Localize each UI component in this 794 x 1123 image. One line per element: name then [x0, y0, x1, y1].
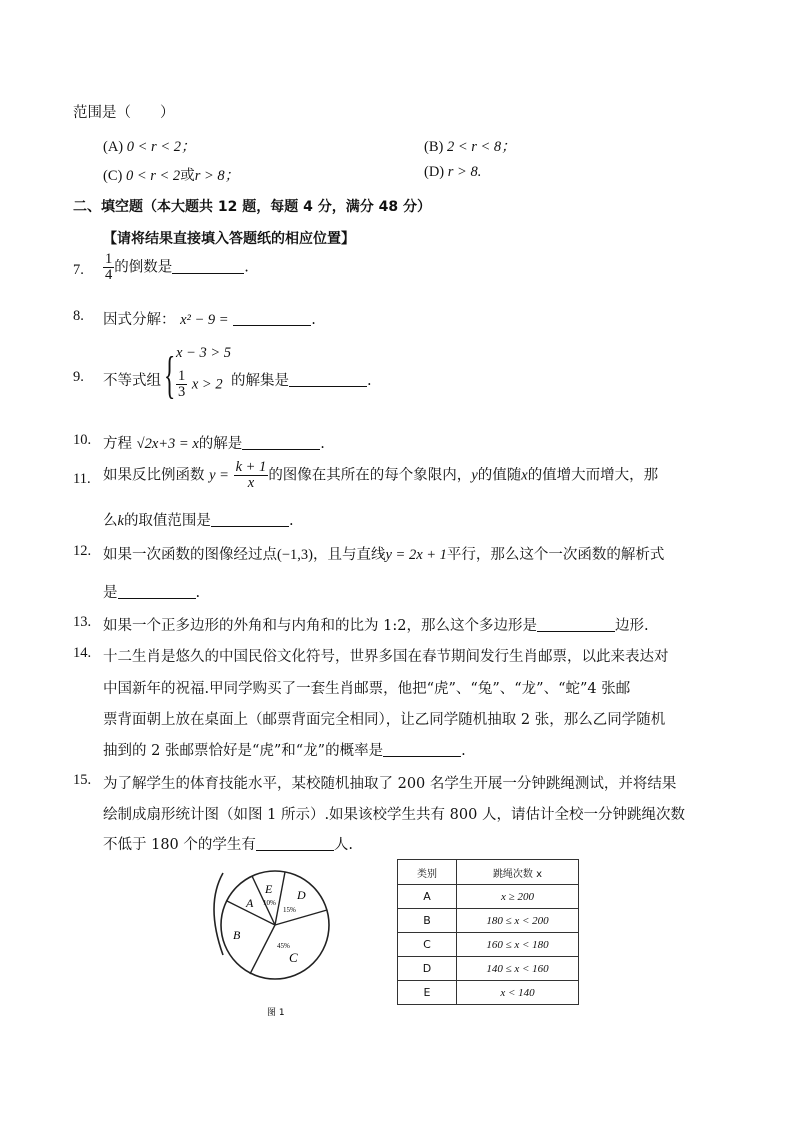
q12-point: (−1,3) — [277, 547, 313, 563]
q11-fraction — [234, 460, 269, 491]
q13-question: 如果一个正多边形的外角和与内角和的比为 1:2，那么这个多边形是 — [103, 618, 537, 634]
q13-number: 13. — [73, 614, 92, 630]
q14-line1: 十二生肖是悠久的中国民俗文化符号，世界多国在春节期间发行生肖邮票，以此来表达对 — [103, 649, 669, 665]
q12-line2 — [103, 581, 200, 602]
q15-line1: 为了解学生的体育技能水平，某校随机抽取了 200 名学生开展一分钟跳绳测试，并将结果 — [103, 776, 677, 792]
option-a-expr: 0 < r < 2； — [126, 139, 196, 155]
q9-number: 9. — [73, 369, 84, 385]
q11-frac-num: k + 1 — [235, 459, 267, 475]
q11-var-x: x — [521, 467, 528, 484]
option-d-expr: r > 8. — [447, 164, 482, 180]
section-heading: 二、填空题（本大题共 12 题，每题 4 分，满分 48 分） — [73, 199, 431, 215]
q15-question: 不低于 180 个的学生有 — [103, 837, 256, 853]
q11-var-k: k — [117, 513, 124, 529]
q15-number: 15. — [73, 772, 92, 788]
option-d-label: (D) — [424, 164, 445, 180]
table-cell-range: x < 140 — [457, 981, 579, 1005]
q13-end: 边形. — [614, 618, 649, 634]
option-a — [103, 135, 195, 156]
pie-percent-d: 15% — [283, 906, 296, 914]
option-c-expr1: 0 < r < 2 — [125, 168, 181, 184]
q12-line1 — [103, 543, 664, 564]
jump-rope-table — [397, 859, 579, 1005]
q10-text — [103, 432, 325, 453]
q11-answer-blank[interactable] — [211, 512, 289, 527]
q9-line2-expr: x > 2 — [191, 376, 223, 393]
q10-question: 方程 — [103, 436, 132, 452]
q7-fraction — [103, 252, 114, 283]
table-cell-range: 180 ≤ x < 200 — [457, 909, 579, 933]
q11-line1 — [103, 460, 658, 491]
q7-frac-num: 1 — [105, 251, 113, 267]
q12-line-expr: y = 2x + 1 — [385, 547, 447, 563]
option-c — [103, 164, 239, 185]
q14-answer-blank[interactable] — [383, 742, 461, 757]
q11-text2: 的图像在其所在的每个象限内， — [268, 467, 472, 484]
option-b-expr: 2 < r < 8； — [446, 139, 516, 155]
q8-expression: x² − 9 = — [180, 312, 229, 328]
pie-percent-c: 45% — [277, 942, 290, 950]
figure-caption: 图 1 — [267, 1008, 285, 1018]
q11-text4: 的值增大而增大，那 — [527, 467, 659, 484]
option-b — [424, 135, 516, 156]
q9-question: 的解集是 — [231, 373, 289, 389]
q9-line1: x − 3 > 5 — [176, 345, 232, 361]
table-row — [398, 909, 579, 933]
q14-line3: 票背面朝上放在桌面上（邮票背面完全相同），让乙同学随机抽取 2 张，那么乙同学随机 — [103, 712, 666, 728]
table-cell-category: D — [398, 957, 457, 981]
table-row — [398, 885, 579, 909]
q11-y-eq: y = — [209, 467, 229, 484]
q8-number: 8. — [73, 308, 84, 324]
q11-text1: 如果反比例函数 — [103, 467, 205, 484]
q9-fraction — [176, 369, 187, 400]
section-note: 【请将结果直接填入答题纸的相应位置】 — [103, 231, 355, 247]
pie-label-b: B — [233, 928, 241, 942]
q14-line2: 中国新年的祝福.甲同学购买了一套生肖邮票，他把“虎”、“兔”、“龙”、“蛇”4 张邮 — [103, 681, 631, 697]
q14-line4 — [103, 739, 466, 760]
q14-end: . — [461, 743, 466, 759]
q7-end: . — [244, 259, 249, 276]
q9-answer — [231, 369, 372, 390]
q14-number: 14. — [73, 645, 92, 661]
q9-brace: { — [164, 347, 176, 404]
q7-text — [103, 252, 249, 283]
q8-end: . — [311, 312, 316, 328]
q7-question: 的倒数是 — [114, 259, 173, 276]
table-cell-category: E — [398, 981, 457, 1005]
option-a-label: (A) — [103, 139, 124, 155]
q15-answer-blank[interactable] — [256, 836, 334, 851]
q11-number: 11. — [73, 471, 91, 487]
q7-frac-den: 4 — [105, 267, 113, 283]
q9-lead: 不等式组 — [103, 373, 161, 389]
q10-expression: √2x+3 = x — [136, 436, 199, 452]
figure-1-pie-chart — [205, 855, 335, 1025]
pie-label-a: A — [246, 896, 254, 910]
table-cell-range: x ≥ 200 — [457, 885, 579, 909]
option-b-label: (B) — [424, 139, 444, 155]
table-header-row — [398, 860, 579, 885]
q11-end: . — [288, 513, 294, 529]
pie-label-c: C — [289, 950, 298, 965]
q11-line2 — [103, 509, 294, 530]
table-cell-range: 140 ≤ x < 160 — [457, 957, 579, 981]
table-cell-range: 160 ≤ x < 180 — [457, 933, 579, 957]
q11-frac-den: x — [247, 475, 255, 491]
q8-question: 因式分解： — [103, 312, 176, 328]
q9-frac-num: 1 — [178, 368, 186, 384]
q11-line2b: 的取值范围是 — [123, 513, 211, 529]
option-c-expr2: r > 8； — [194, 168, 240, 184]
q12-text3: 平行，那么这个一次函数的解析式 — [446, 547, 665, 563]
q11-text3: 的值随 — [477, 467, 522, 484]
q12-number: 12. — [73, 543, 92, 559]
q11-var-y: y — [471, 467, 478, 484]
q10-answer-blank[interactable] — [242, 435, 320, 450]
pie-label-d: D — [297, 888, 306, 902]
q12-end: . — [195, 585, 201, 601]
table-cell-category: C — [398, 933, 457, 957]
table-row — [398, 933, 579, 957]
q10-number: 10. — [73, 432, 92, 448]
q15-line3 — [103, 833, 353, 854]
q7-number: 7. — [73, 262, 84, 278]
table-cell-category: A — [398, 885, 457, 909]
q10-end: . — [320, 436, 325, 452]
q9-end: . — [367, 373, 372, 389]
table-header-category: 类别 — [398, 860, 457, 885]
q13-text — [103, 614, 649, 635]
table-header-count: 跳绳次数 x — [457, 860, 579, 885]
q9-answer-blank[interactable] — [289, 372, 367, 387]
table-row — [398, 981, 579, 1005]
q15-line2: 绘制成扇形统计图（如图 1 所示）.如果该校学生共有 800 人，请估计全校一分钟跳绳次数 — [103, 807, 685, 823]
q9-line2 — [176, 369, 223, 400]
q12-text1: 如果一次函数的图像经过点 — [103, 547, 277, 563]
pie-percent-e: 10% — [263, 899, 276, 907]
option-c-or: 或 — [180, 168, 195, 184]
q6-continuation: 范围是（ ） — [73, 105, 175, 121]
pie-label-e: E — [265, 882, 273, 896]
q10-question-tail: 的解是 — [198, 436, 243, 452]
table-row — [398, 957, 579, 981]
q14-question: 抽到的 2 张邮票恰好是“虎”和“龙”的概率是 — [103, 743, 384, 759]
q8-answer-blank[interactable] — [233, 311, 311, 326]
q12-line2-text: 是 — [103, 585, 118, 601]
q15-end: 人. — [333, 837, 354, 853]
option-d — [424, 164, 481, 181]
q12-text2: ，且与直线 — [312, 547, 386, 563]
q9-frac-den: 3 — [178, 384, 186, 400]
table-cell-category: B — [398, 909, 457, 933]
option-c-label: (C) — [103, 168, 123, 184]
q7-answer-blank[interactable] — [172, 259, 244, 274]
q13-answer-blank[interactable] — [537, 617, 615, 632]
q11-line2a: 么 — [103, 513, 118, 529]
q12-answer-blank[interactable] — [118, 584, 196, 599]
q8-text — [103, 308, 316, 329]
